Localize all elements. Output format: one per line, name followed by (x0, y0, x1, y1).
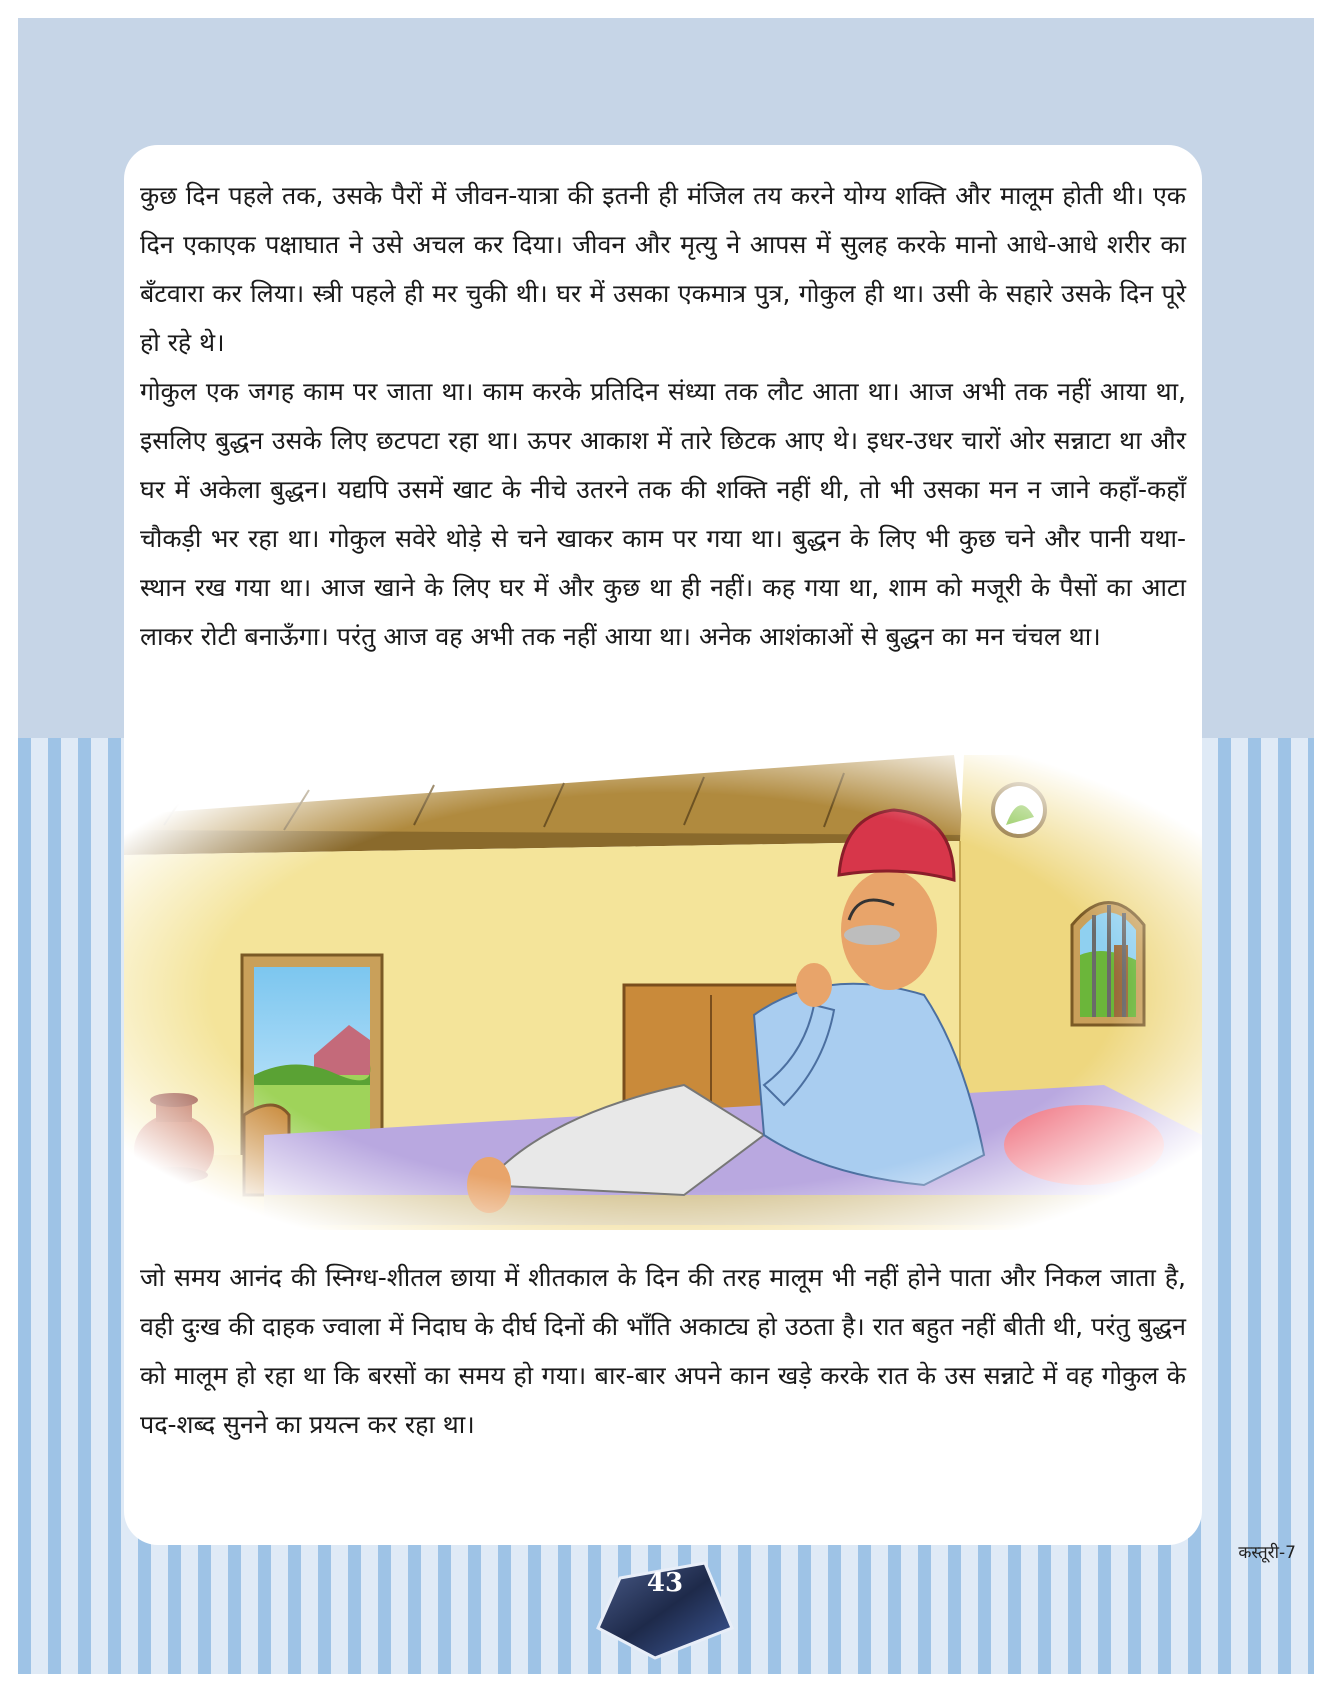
story-illustration (124, 755, 1202, 1230)
paragraph-3: जो समय आनंद की स्निग्ध-शीतल छाया में शीतकाल के दिन की तरह मालूम भी नहीं होने पाता और निकल जाता है, वही दुःख की दाहक ज्वाला में निदाघ के दीर्घ दिनों की भाँति अकाट्य हो उठता है। रात बहुत नहीं बीती थी, परंतु बुद्धन को मालूम हो रहा था कि बरसों का समय हो गया। बार-बार अपने कान खड़े करके रात के उस सन्नाटे में वह गोकुल के पद-शब्द सुनने का प्रयत्न कर रहा था। (140, 1263, 1186, 1439)
paragraph-1: कुछ दिन पहले तक, उसके पैरों में जीवन-यात्रा की इतनी ही मंजिल तय करने योग्य शक्ति और मालूम होती थी। एक दिन एकाएक पक्षाघात ने उसे अचल कर दिया। जीवन और मृत्यु ने आपस में सुलह करके मानो आधे-आधे शरीर का बँटवारा कर लिया। स्त्री पहले ही मर चुकी थी। घर में उसका एकमात्र पुत्र, गोकुल ही था। उसी के सहारे उसके दिन पूरे हो रहे थे। (140, 181, 1186, 357)
content-card (124, 145, 1202, 1545)
page-number: 43 (646, 1568, 684, 1598)
book-label: कस्तूरी-7 (1238, 1543, 1296, 1563)
paragraph-2: गोकुल एक जगह काम पर जाता था। काम करके प्रतिदिन संध्या तक लौट आता था। आज अभी तक नहीं आया था, इसलिए बुद्धन उसके लिए छटपटा रहा था। ऊपर आकाश में तारे छिटक आए थे। इधर-उधर चारों ओर सन्नाटा था और घर में अकेला बुद्धन। यद्यपि उसमें खाट के नीचे उतरने तक की शक्ति नहीं थी, तो भी उसका मन न जाने कहाँ-कहाँ चौकड़ी भर रहा था। गोकुल सवेरे थोड़े से चने खाकर काम पर गया था। बुद्धन के लिए भी कुछ चने और पानी यथा-स्थान रख गया था। आज खाने के लिए घर में और कुछ था ही नहीं। कह गया था, शाम को मजूरी के पैसों का आटा लाकर रोटी बनाऊँगा। परंतु आज वह अभी तक नहीं आया था। अनेक आशंकाओं से बुद्धन का मन चंचल था। (140, 377, 1186, 651)
page-number-badge (590, 1548, 740, 1663)
